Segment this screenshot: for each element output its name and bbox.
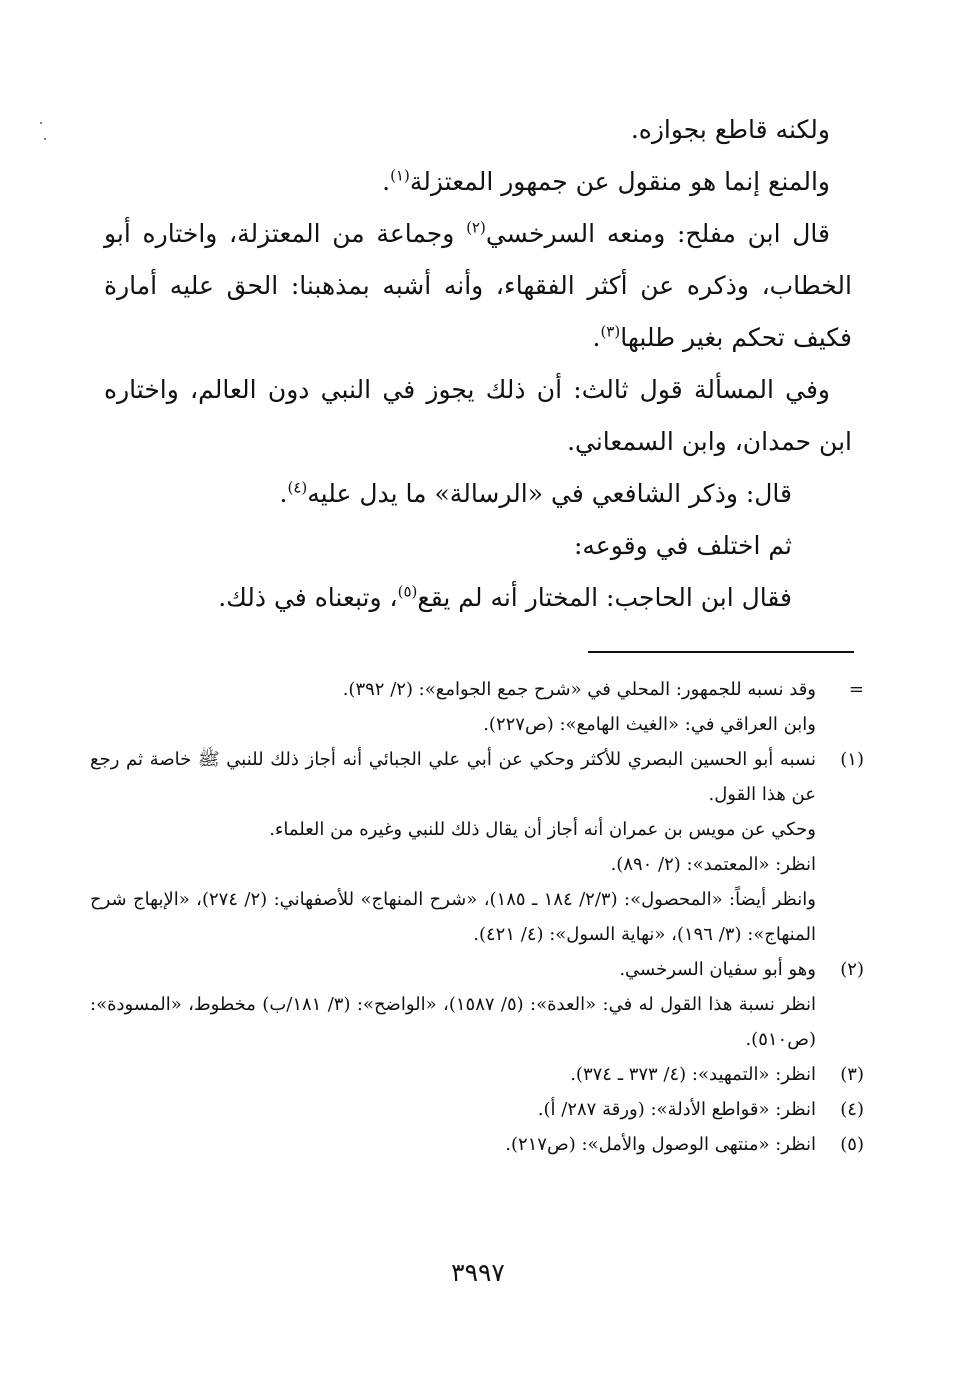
footnote-3 [90, 1057, 864, 1092]
footnote-number: (٥) [840, 1134, 864, 1155]
footnote-ref[interactable]: (٢) [466, 218, 486, 237]
period: . [592, 323, 601, 352]
paragraph-5 [104, 468, 852, 520]
footnote-line: وابن العراقي في: «الغيث الهامع»: (ص٢٢٧). [483, 714, 816, 735]
scan-speck [44, 138, 46, 140]
footnote-line: وقد نسبه للجمهور: المحلي في «شرح جمع الجوامع»: (٢/ ٣٩٢). [342, 679, 816, 700]
paragraph-text: والمنع إنما هو منقول عن جمهور المعتزلة [409, 167, 830, 196]
footnote-number: (٢) [840, 959, 864, 980]
page-number: ٣٩٩٧ [451, 1258, 505, 1287]
footnote-number: (٤) [840, 1099, 864, 1120]
paragraph-6 [104, 520, 852, 572]
main-text [104, 104, 852, 624]
footnote-5 [90, 1127, 864, 1162]
footnote-1 [90, 742, 864, 952]
footnote-line: وهو أبو سفيان السرخسي. [619, 959, 816, 980]
footnote-number: (١) [840, 749, 864, 770]
scan-speck [40, 122, 42, 124]
footnote-ref[interactable]: (٤) [287, 478, 308, 497]
period: . [382, 167, 391, 196]
footnote-line: نسبه أبو الحسين البصري للأكثر وحكي عن أبي علي الجبائي أنه أجاز ذلك للنبي ﷺ خاصة ثم رجع عن هذا القول. [90, 749, 816, 805]
footnote-line: انظر: «قواطع الأدلة»: (ورقة ٢٨٧/ أ). [537, 1099, 816, 1120]
footnote-number: (٣) [840, 1064, 864, 1085]
paragraph-text: وفي المسألة قول ثالث: أن ذلك يجوز في النبي دون العالم، واختاره ابن حمدان، وابن السمعاني. [104, 375, 852, 456]
footnote-line: انظر نسبة هذا القول له في: «العدة»: (٥/ ١٥٨٧)، «الواضح»: (٣/ ١٨١/ب) مخطوط، «المسودة»: (ص٥١٠). [90, 994, 816, 1050]
paragraph-7 [104, 572, 852, 624]
paragraph-text: فقال ابن الحاجب: المختار أنه لم يقع [417, 583, 792, 612]
footnote-line: انظر: «المعتمد»: (٢/ ٨٩٠). [610, 854, 816, 875]
paragraph-2 [104, 156, 852, 208]
footnote-line: انظر: «التمهيد»: (٤/ ٣٧٣ ـ ٣٧٤). [570, 1064, 816, 1085]
footnote-line: وحكي عن مويس بن عمران أنه أجاز أن يقال ذلك للنبي وغيره من العلماء. [269, 819, 816, 840]
paragraph-1 [104, 104, 852, 156]
footnote-continuation [90, 672, 864, 742]
footnote-ref[interactable]: (١) [390, 166, 410, 185]
paragraph-text: وجماعة من المعتزلة، واختاره أبو الخطاب، وذكره عن أكثر الفقهاء، وأنه أشبه بمذهبنا: الحق عليه أمارة فكيف تحكم بغير طلبها [104, 219, 852, 352]
paragraph-text: ولكنه قاطع بجوازه. [630, 115, 830, 144]
paragraph-text: قال ابن مفلح: ومنعه السرخسي [485, 219, 830, 248]
paragraph-4 [104, 364, 852, 468]
footnote-line: وانظر أيضاً: «المحصول»: (٢/٣/ ١٨٤ ـ ١٨٥)، «شرح المنهاج» للأصفهاني: (٢/ ٢٧٤)، «الإبهاج شرح المنهاج»: (٣/ ١٩٦)، «نهاية السول»: (٤/ ٤٢١). [90, 889, 816, 945]
paragraph-text: ، وتبعناه في ذلك. [218, 583, 398, 612]
paragraph-3 [104, 208, 852, 364]
paragraph-text: قال: وذكر الشافعي في «الرسالة» ما يدل عليه [307, 479, 792, 508]
paragraph-text: ثم اختلف في وقوعه: [573, 531, 792, 560]
footnote-ref[interactable]: (٥) [397, 582, 418, 601]
period: . [279, 479, 288, 508]
continuation-mark: = [848, 679, 864, 700]
footnote-line: انظر: «منتهى الوصول والأمل»: (ص٢١٧). [505, 1134, 816, 1155]
footnote-4 [90, 1092, 864, 1127]
footnotes [90, 672, 864, 1162]
footnote-divider [588, 651, 854, 653]
footnote-2 [90, 952, 864, 1057]
footnote-ref[interactable]: (٣) [600, 322, 621, 341]
